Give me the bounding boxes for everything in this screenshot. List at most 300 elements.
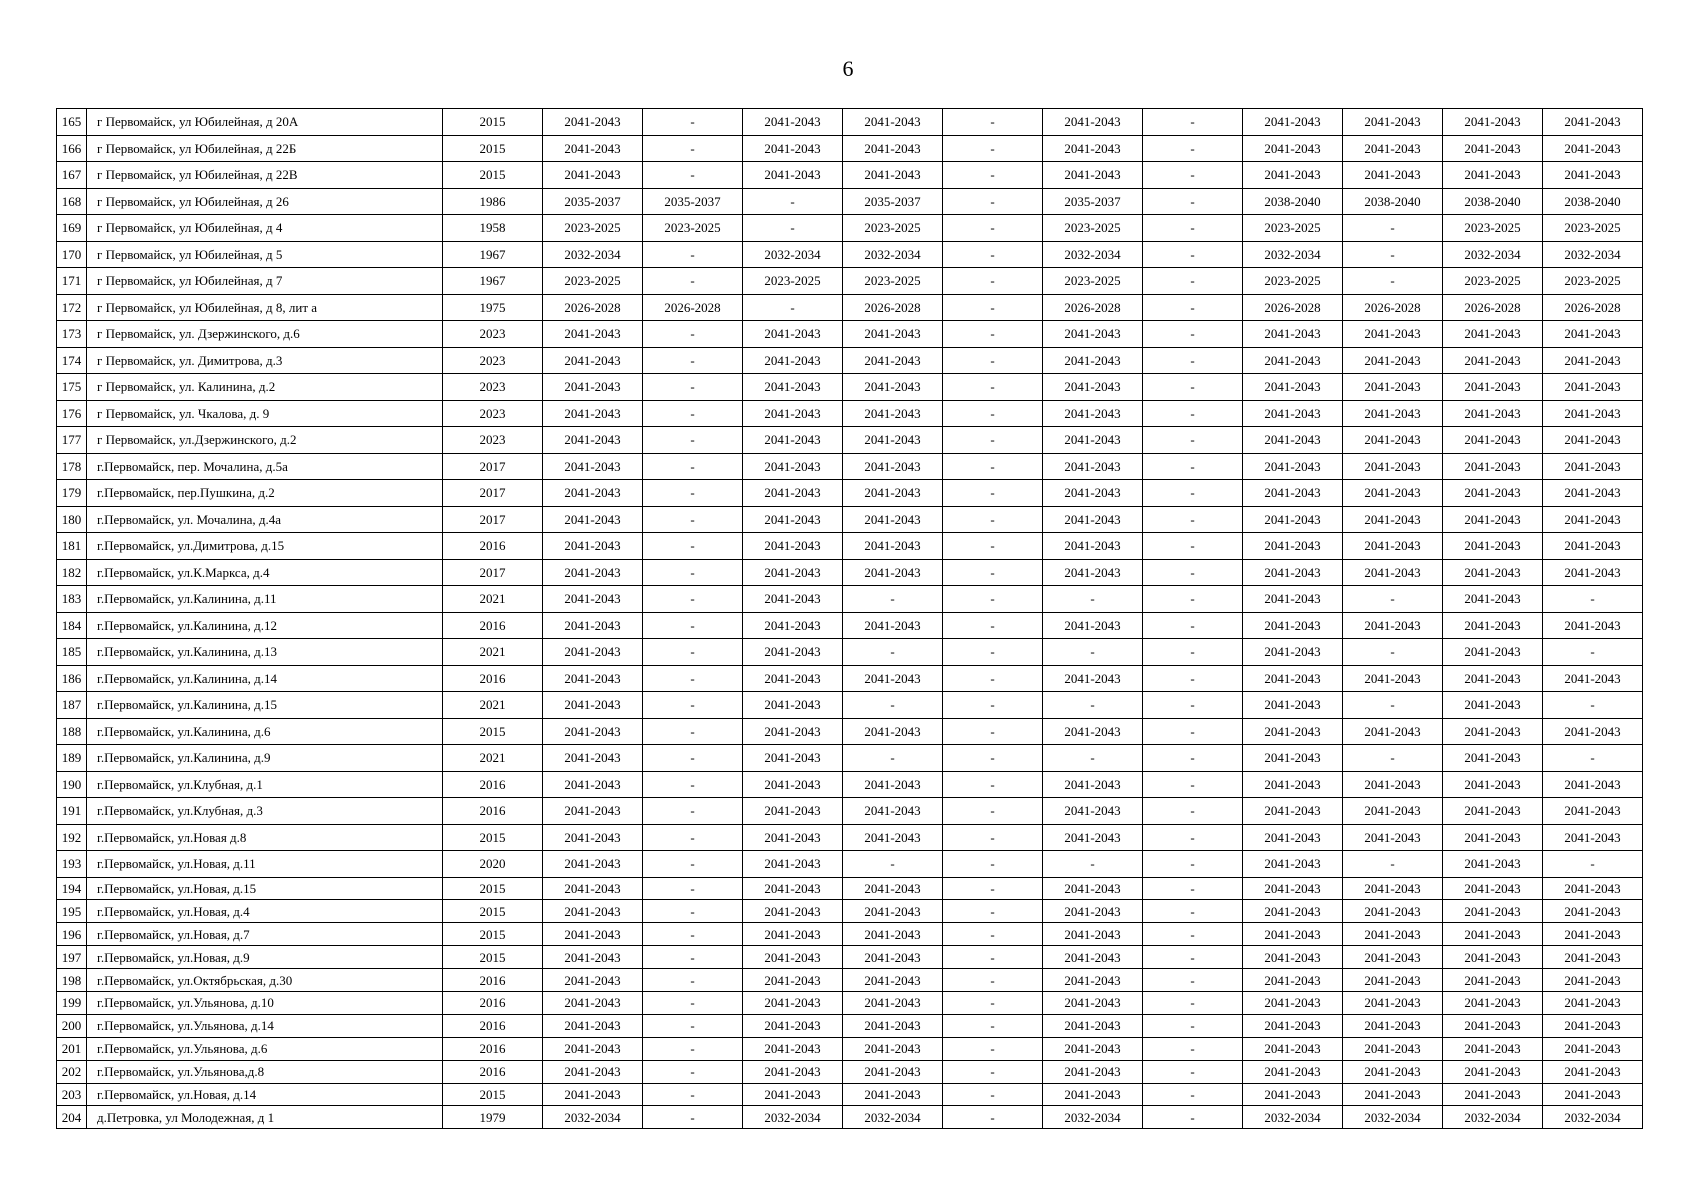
row-number-cell: 194 (57, 877, 87, 900)
term-cell-7: - (1143, 374, 1243, 401)
term-cell-7: - (1143, 923, 1243, 946)
term-cell-9: 2041-2043 (1343, 400, 1443, 427)
term-cell-3: 2041-2043 (743, 109, 843, 136)
term-cell-2: - (643, 969, 743, 992)
term-cell-6: - (1043, 586, 1143, 613)
row-number-cell: 177 (57, 427, 87, 454)
term-cell-6: - (1043, 692, 1143, 719)
term-cell-6: - (1043, 851, 1143, 878)
year-cell: 2017 (443, 480, 543, 507)
term-cell-5: - (943, 533, 1043, 560)
term-cell-7: - (1143, 241, 1243, 268)
year-cell: 2016 (443, 969, 543, 992)
year-cell: 2016 (443, 612, 543, 639)
term-cell-7: - (1143, 1037, 1243, 1060)
term-cell-9: 2041-2043 (1343, 559, 1443, 586)
address-cell: г.Первомайск, ул.Ульянова,д.8 (87, 1060, 443, 1083)
year-cell: 2017 (443, 453, 543, 480)
term-cell-5: - (943, 639, 1043, 666)
term-cell-2: - (643, 506, 743, 533)
row-number-cell: 179 (57, 480, 87, 507)
term-cell-8: 2041-2043 (1243, 771, 1343, 798)
term-cell-11: 2041-2043 (1543, 771, 1643, 798)
term-cell-9: - (1343, 268, 1443, 295)
term-cell-8: 2023-2025 (1243, 268, 1343, 295)
term-cell-5: - (943, 798, 1043, 825)
year-cell: 2015 (443, 900, 543, 923)
term-cell-1: 2041-2043 (543, 427, 643, 454)
term-cell-7: - (1143, 135, 1243, 162)
term-cell-6: 2041-2043 (1043, 1014, 1143, 1037)
term-cell-1: 2041-2043 (543, 923, 643, 946)
address-cell: г Первомайск, ул Юбилейная, д 22В (87, 162, 443, 189)
address-cell: д.Петровка, ул Молодежная, д 1 (87, 1106, 443, 1129)
row-number-cell: 180 (57, 506, 87, 533)
term-cell-8: 2041-2043 (1243, 533, 1343, 560)
term-cell-5: - (943, 900, 1043, 923)
term-cell-1: 2041-2043 (543, 162, 643, 189)
term-cell-10: 2041-2043 (1443, 374, 1543, 401)
year-cell: 2015 (443, 923, 543, 946)
term-cell-8: 2041-2043 (1243, 427, 1343, 454)
term-cell-11: 2041-2043 (1543, 559, 1643, 586)
term-cell-3: 2041-2043 (743, 135, 843, 162)
table-row (57, 559, 1643, 586)
term-cell-10: 2041-2043 (1443, 559, 1543, 586)
term-cell-7: - (1143, 665, 1243, 692)
term-cell-6: 2041-2043 (1043, 453, 1143, 480)
term-cell-2: - (643, 480, 743, 507)
year-cell: 2016 (443, 771, 543, 798)
table-row (57, 109, 1643, 136)
row-number-cell: 192 (57, 824, 87, 851)
term-cell-7: - (1143, 900, 1243, 923)
term-cell-9: 2041-2043 (1343, 824, 1443, 851)
term-cell-8: 2041-2043 (1243, 374, 1343, 401)
term-cell-10: 2041-2043 (1443, 480, 1543, 507)
term-cell-11: - (1543, 586, 1643, 613)
address-cell: г.Первомайск, ул.Новая, д.9 (87, 946, 443, 969)
term-cell-5: - (943, 946, 1043, 969)
term-cell-3: 2041-2043 (743, 1014, 843, 1037)
year-cell: 2015 (443, 135, 543, 162)
term-cell-3: 2032-2034 (743, 1106, 843, 1129)
term-cell-11: 2041-2043 (1543, 969, 1643, 992)
address-cell: г Первомайск, ул. Чкалова, д. 9 (87, 400, 443, 427)
term-cell-9: 2041-2043 (1343, 109, 1443, 136)
term-cell-8: 2032-2034 (1243, 241, 1343, 268)
term-cell-10: 2041-2043 (1443, 745, 1543, 772)
term-cell-11: 2041-2043 (1543, 946, 1643, 969)
term-cell-1: 2041-2043 (543, 109, 643, 136)
table-row (57, 294, 1643, 321)
term-cell-1: 2041-2043 (543, 798, 643, 825)
address-cell: г.Первомайск, ул.Ульянова, д.6 (87, 1037, 443, 1060)
term-cell-5: - (943, 1037, 1043, 1060)
term-cell-4: 2041-2043 (843, 533, 943, 560)
term-cell-1: 2041-2043 (543, 824, 643, 851)
year-cell: 2021 (443, 745, 543, 772)
term-cell-9: 2041-2043 (1343, 771, 1443, 798)
term-cell-1: 2041-2043 (543, 612, 643, 639)
term-cell-5: - (943, 851, 1043, 878)
row-number-cell: 198 (57, 969, 87, 992)
term-cell-9: 2032-2034 (1343, 1106, 1443, 1129)
term-cell-2: - (643, 991, 743, 1014)
year-cell: 2017 (443, 559, 543, 586)
term-cell-11: 2041-2043 (1543, 798, 1643, 825)
term-cell-1: 2041-2043 (543, 718, 643, 745)
table-row (57, 946, 1643, 969)
term-cell-6: 2041-2043 (1043, 1037, 1143, 1060)
year-cell: 2016 (443, 665, 543, 692)
term-cell-1: 2023-2025 (543, 268, 643, 295)
term-cell-2: - (643, 877, 743, 900)
term-cell-10: 2041-2043 (1443, 135, 1543, 162)
term-cell-11: 2041-2043 (1543, 877, 1643, 900)
term-cell-1: 2041-2043 (543, 877, 643, 900)
term-cell-4: 2023-2025 (843, 215, 943, 242)
term-cell-6: 2023-2025 (1043, 268, 1143, 295)
term-cell-8: 2041-2043 (1243, 745, 1343, 772)
term-cell-5: - (943, 1083, 1043, 1106)
row-number-cell: 200 (57, 1014, 87, 1037)
term-cell-4: 2041-2043 (843, 506, 943, 533)
term-cell-10: 2041-2043 (1443, 718, 1543, 745)
term-cell-2: - (643, 347, 743, 374)
term-cell-10: 2041-2043 (1443, 665, 1543, 692)
term-cell-10: 2041-2043 (1443, 877, 1543, 900)
term-cell-8: 2041-2043 (1243, 135, 1343, 162)
table-row (57, 1037, 1643, 1060)
term-cell-11: 2041-2043 (1543, 1060, 1643, 1083)
term-cell-11: 2041-2043 (1543, 923, 1643, 946)
term-cell-5: - (943, 771, 1043, 798)
term-cell-7: - (1143, 188, 1243, 215)
term-cell-6: 2032-2034 (1043, 241, 1143, 268)
term-cell-5: - (943, 109, 1043, 136)
term-cell-1: 2032-2034 (543, 241, 643, 268)
term-cell-4: 2041-2043 (843, 162, 943, 189)
term-cell-11: - (1543, 692, 1643, 719)
term-cell-7: - (1143, 1060, 1243, 1083)
term-cell-4: 2041-2043 (843, 946, 943, 969)
term-cell-8: 2041-2043 (1243, 692, 1343, 719)
term-cell-6: 2041-2043 (1043, 1060, 1143, 1083)
term-cell-5: - (943, 923, 1043, 946)
term-cell-1: 2041-2043 (543, 771, 643, 798)
term-cell-11: 2032-2034 (1543, 1106, 1643, 1129)
table-body (57, 109, 1643, 1129)
term-cell-8: 2041-2043 (1243, 991, 1343, 1014)
term-cell-6: 2041-2043 (1043, 718, 1143, 745)
term-cell-2: - (643, 453, 743, 480)
address-cell: г.Первомайск, ул.К.Маркса, д.4 (87, 559, 443, 586)
term-cell-5: - (943, 480, 1043, 507)
row-number-cell: 165 (57, 109, 87, 136)
term-cell-3: 2041-2043 (743, 851, 843, 878)
year-cell: 2021 (443, 692, 543, 719)
term-cell-10: 2041-2043 (1443, 991, 1543, 1014)
year-cell: 2016 (443, 1060, 543, 1083)
term-cell-9: 2041-2043 (1343, 900, 1443, 923)
term-cell-2: - (643, 771, 743, 798)
term-cell-3: 2041-2043 (743, 1083, 843, 1106)
term-cell-5: - (943, 718, 1043, 745)
term-cell-3: - (743, 188, 843, 215)
term-cell-1: 2041-2043 (543, 400, 643, 427)
term-cell-1: 2041-2043 (543, 900, 643, 923)
term-cell-5: - (943, 321, 1043, 348)
term-cell-4: 2026-2028 (843, 294, 943, 321)
year-cell: 2016 (443, 798, 543, 825)
term-cell-1: 2041-2043 (543, 506, 643, 533)
term-cell-4: - (843, 745, 943, 772)
address-cell: г.Первомайск, пер. Мочалина, д.5а (87, 453, 443, 480)
term-cell-2: - (643, 639, 743, 666)
term-cell-8: 2041-2043 (1243, 639, 1343, 666)
term-cell-1: 2035-2037 (543, 188, 643, 215)
term-cell-6: 2041-2043 (1043, 374, 1143, 401)
term-cell-1: 2041-2043 (543, 453, 643, 480)
row-number-cell: 199 (57, 991, 87, 1014)
table-row (57, 745, 1643, 772)
term-cell-5: - (943, 241, 1043, 268)
term-cell-11: - (1543, 639, 1643, 666)
year-cell: 1975 (443, 294, 543, 321)
year-cell: 2017 (443, 506, 543, 533)
term-cell-8: 2041-2043 (1243, 718, 1343, 745)
term-cell-7: - (1143, 559, 1243, 586)
row-number-cell: 182 (57, 559, 87, 586)
table-row (57, 1014, 1643, 1037)
term-cell-2: - (643, 718, 743, 745)
term-cell-4: 2041-2043 (843, 991, 943, 1014)
term-cell-11: 2041-2043 (1543, 135, 1643, 162)
address-cell: г Первомайск, ул Юбилейная, д 22Б (87, 135, 443, 162)
row-number-cell: 175 (57, 374, 87, 401)
address-cell: г.Первомайск, ул.Калинина, д.12 (87, 612, 443, 639)
term-cell-4: 2041-2043 (843, 824, 943, 851)
term-cell-5: - (943, 692, 1043, 719)
term-cell-11: 2041-2043 (1543, 900, 1643, 923)
table-row (57, 692, 1643, 719)
term-cell-8: 2026-2028 (1243, 294, 1343, 321)
row-number-cell: 188 (57, 718, 87, 745)
table-row (57, 400, 1643, 427)
term-cell-6: 2041-2043 (1043, 506, 1143, 533)
table-row (57, 506, 1643, 533)
term-cell-3: 2041-2043 (743, 1060, 843, 1083)
term-cell-1: 2041-2043 (543, 969, 643, 992)
term-cell-11: 2041-2043 (1543, 480, 1643, 507)
table-row (57, 639, 1643, 666)
term-cell-9: 2041-2043 (1343, 453, 1443, 480)
row-number-cell: 195 (57, 900, 87, 923)
table-row (57, 427, 1643, 454)
address-cell: г Первомайск, ул. Калинина, д.2 (87, 374, 443, 401)
year-cell: 1986 (443, 188, 543, 215)
term-cell-8: 2041-2043 (1243, 453, 1343, 480)
address-cell: г.Первомайск, ул. Мочалина, д.4а (87, 506, 443, 533)
term-cell-10: 2041-2043 (1443, 946, 1543, 969)
term-cell-5: - (943, 586, 1043, 613)
term-cell-7: - (1143, 692, 1243, 719)
term-cell-4: 2041-2043 (843, 877, 943, 900)
term-cell-9: - (1343, 745, 1443, 772)
address-cell: г.Первомайск, ул.Новая, д.7 (87, 923, 443, 946)
term-cell-7: - (1143, 877, 1243, 900)
term-cell-6: 2041-2043 (1043, 877, 1143, 900)
term-cell-1: 2041-2043 (543, 586, 643, 613)
term-cell-9: - (1343, 851, 1443, 878)
term-cell-7: - (1143, 268, 1243, 295)
term-cell-3: 2041-2043 (743, 162, 843, 189)
term-cell-10: 2041-2043 (1443, 453, 1543, 480)
row-number-cell: 184 (57, 612, 87, 639)
term-cell-8: 2041-2043 (1243, 109, 1343, 136)
term-cell-2: - (643, 1037, 743, 1060)
year-cell: 2023 (443, 347, 543, 374)
term-cell-6: 2041-2043 (1043, 347, 1143, 374)
year-cell: 2016 (443, 1014, 543, 1037)
year-cell: 2020 (443, 851, 543, 878)
term-cell-11: 2041-2043 (1543, 347, 1643, 374)
term-cell-4: 2041-2043 (843, 109, 943, 136)
address-cell: г.Первомайск, ул.Ульянова, д.14 (87, 1014, 443, 1037)
term-cell-7: - (1143, 745, 1243, 772)
term-cell-10: 2041-2043 (1443, 639, 1543, 666)
term-cell-11: 2041-2043 (1543, 427, 1643, 454)
term-cell-3: 2041-2043 (743, 559, 843, 586)
term-cell-3: 2041-2043 (743, 453, 843, 480)
term-cell-5: - (943, 824, 1043, 851)
term-cell-5: - (943, 1060, 1043, 1083)
term-cell-10: 2041-2043 (1443, 321, 1543, 348)
term-cell-8: 2038-2040 (1243, 188, 1343, 215)
term-cell-10: 2032-2034 (1443, 241, 1543, 268)
row-number-cell: 185 (57, 639, 87, 666)
term-cell-2: - (643, 586, 743, 613)
term-cell-7: - (1143, 969, 1243, 992)
term-cell-7: - (1143, 946, 1243, 969)
term-cell-2: - (643, 427, 743, 454)
row-number-cell: 193 (57, 851, 87, 878)
term-cell-2: - (643, 135, 743, 162)
term-cell-6: 2041-2043 (1043, 480, 1143, 507)
table-row (57, 241, 1643, 268)
row-number-cell: 201 (57, 1037, 87, 1060)
row-number-cell: 173 (57, 321, 87, 348)
address-cell: г.Первомайск, ул.Новая, д.11 (87, 851, 443, 878)
row-number-cell: 203 (57, 1083, 87, 1106)
term-cell-9: 2041-2043 (1343, 612, 1443, 639)
term-cell-9: 2041-2043 (1343, 1083, 1443, 1106)
term-cell-11: 2041-2043 (1543, 374, 1643, 401)
term-cell-3: 2041-2043 (743, 1037, 843, 1060)
term-cell-1: 2041-2043 (543, 851, 643, 878)
term-cell-4: 2041-2043 (843, 612, 943, 639)
term-cell-2: - (643, 1083, 743, 1106)
term-cell-11: - (1543, 851, 1643, 878)
table-row (57, 798, 1643, 825)
address-cell: г.Первомайск, ул.Калинина, д.6 (87, 718, 443, 745)
term-cell-6: 2041-2043 (1043, 969, 1143, 992)
term-cell-11: 2032-2034 (1543, 241, 1643, 268)
term-cell-8: 2041-2043 (1243, 559, 1343, 586)
term-cell-1: 2023-2025 (543, 215, 643, 242)
term-cell-11: 2023-2025 (1543, 215, 1643, 242)
table-row (57, 771, 1643, 798)
term-cell-8: 2032-2034 (1243, 1106, 1343, 1129)
term-cell-7: - (1143, 771, 1243, 798)
term-cell-10: 2041-2043 (1443, 533, 1543, 560)
term-cell-4: 2041-2043 (843, 1060, 943, 1083)
term-cell-3: 2041-2043 (743, 923, 843, 946)
page-number: 6 (842, 56, 854, 81)
term-cell-8: 2041-2043 (1243, 1083, 1343, 1106)
term-cell-5: - (943, 162, 1043, 189)
row-number-cell: 202 (57, 1060, 87, 1083)
address-cell: г Первомайск, ул Юбилейная, д 5 (87, 241, 443, 268)
term-cell-3: - (743, 294, 843, 321)
address-cell: г.Первомайск, ул.Калинина, д.15 (87, 692, 443, 719)
term-cell-1: 2041-2043 (543, 991, 643, 1014)
term-cell-4: - (843, 639, 943, 666)
term-cell-11: 2041-2043 (1543, 400, 1643, 427)
term-cell-4: 2041-2043 (843, 480, 943, 507)
term-cell-4: 2035-2037 (843, 188, 943, 215)
term-cell-4: 2041-2043 (843, 665, 943, 692)
term-cell-7: - (1143, 294, 1243, 321)
table-row (57, 851, 1643, 878)
term-cell-5: - (943, 294, 1043, 321)
term-cell-4: 2032-2034 (843, 241, 943, 268)
term-cell-6: 2041-2043 (1043, 427, 1143, 454)
term-cell-9: 2038-2040 (1343, 188, 1443, 215)
term-cell-7: - (1143, 400, 1243, 427)
term-cell-6: 2032-2034 (1043, 1106, 1143, 1129)
term-cell-6: 2041-2043 (1043, 824, 1143, 851)
term-cell-2: - (643, 559, 743, 586)
term-cell-4: 2041-2043 (843, 771, 943, 798)
address-cell: г.Первомайск, пер.Пушкина, д.2 (87, 480, 443, 507)
term-cell-8: 2041-2043 (1243, 400, 1343, 427)
term-cell-4: 2041-2043 (843, 374, 943, 401)
term-cell-6: 2041-2043 (1043, 533, 1143, 560)
term-cell-9: - (1343, 692, 1443, 719)
term-cell-11: 2041-2043 (1543, 321, 1643, 348)
term-cell-5: - (943, 374, 1043, 401)
term-cell-3: 2041-2043 (743, 374, 843, 401)
term-cell-9: 2041-2043 (1343, 665, 1443, 692)
term-cell-2: - (643, 923, 743, 946)
term-cell-8: 2023-2025 (1243, 215, 1343, 242)
term-cell-5: - (943, 969, 1043, 992)
term-cell-9: 2041-2043 (1343, 1037, 1443, 1060)
address-cell: г.Первомайск, ул.Новая, д.14 (87, 1083, 443, 1106)
term-cell-9: 2041-2043 (1343, 877, 1443, 900)
term-cell-8: 2041-2043 (1243, 612, 1343, 639)
term-cell-10: 2041-2043 (1443, 1060, 1543, 1083)
term-cell-10: 2041-2043 (1443, 798, 1543, 825)
term-cell-1: 2041-2043 (543, 135, 643, 162)
term-cell-2: - (643, 1014, 743, 1037)
term-cell-3: 2041-2043 (743, 900, 843, 923)
address-cell: г.Первомайск, ул.Калинина, д.13 (87, 639, 443, 666)
term-cell-9: 2041-2043 (1343, 991, 1443, 1014)
term-cell-8: 2041-2043 (1243, 798, 1343, 825)
